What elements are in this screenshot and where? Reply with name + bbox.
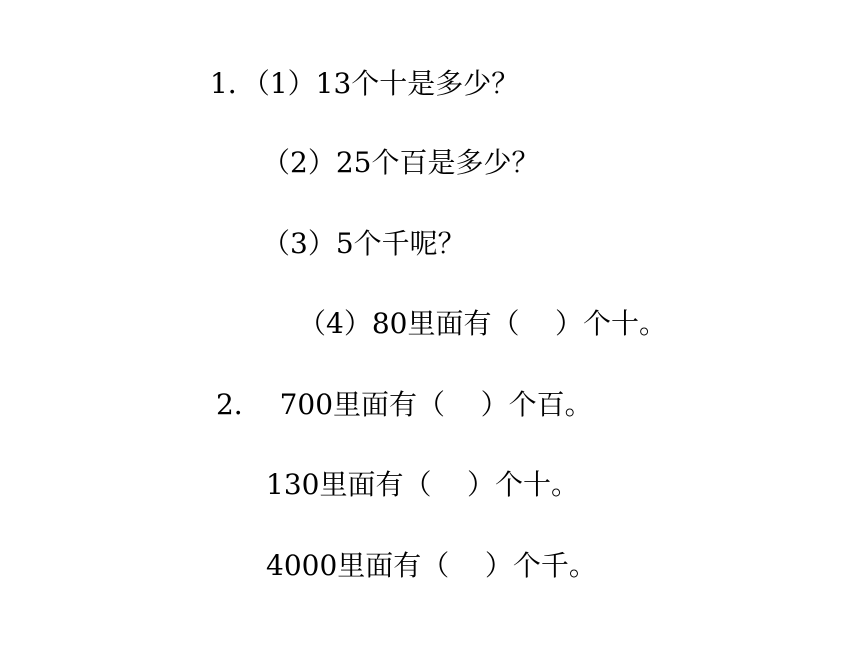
question-1-part-3: （3）5个千呢？ (262, 227, 466, 260)
question-1-part-4: （4）80里面有（ ）个十。 (298, 307, 668, 340)
question-2-line-2: 130里面有（ ）个十。 (266, 468, 580, 501)
question-1-part-2: （2）25个百是多少？ (262, 146, 540, 179)
question-1-part-1: 1．（1）13个十是多少？ (210, 67, 520, 100)
question-2-line-3: 4000里面有（ ）个千。 (266, 549, 597, 582)
question-2-line-1: 2． 700里面有（ ）个百。 (216, 388, 593, 421)
